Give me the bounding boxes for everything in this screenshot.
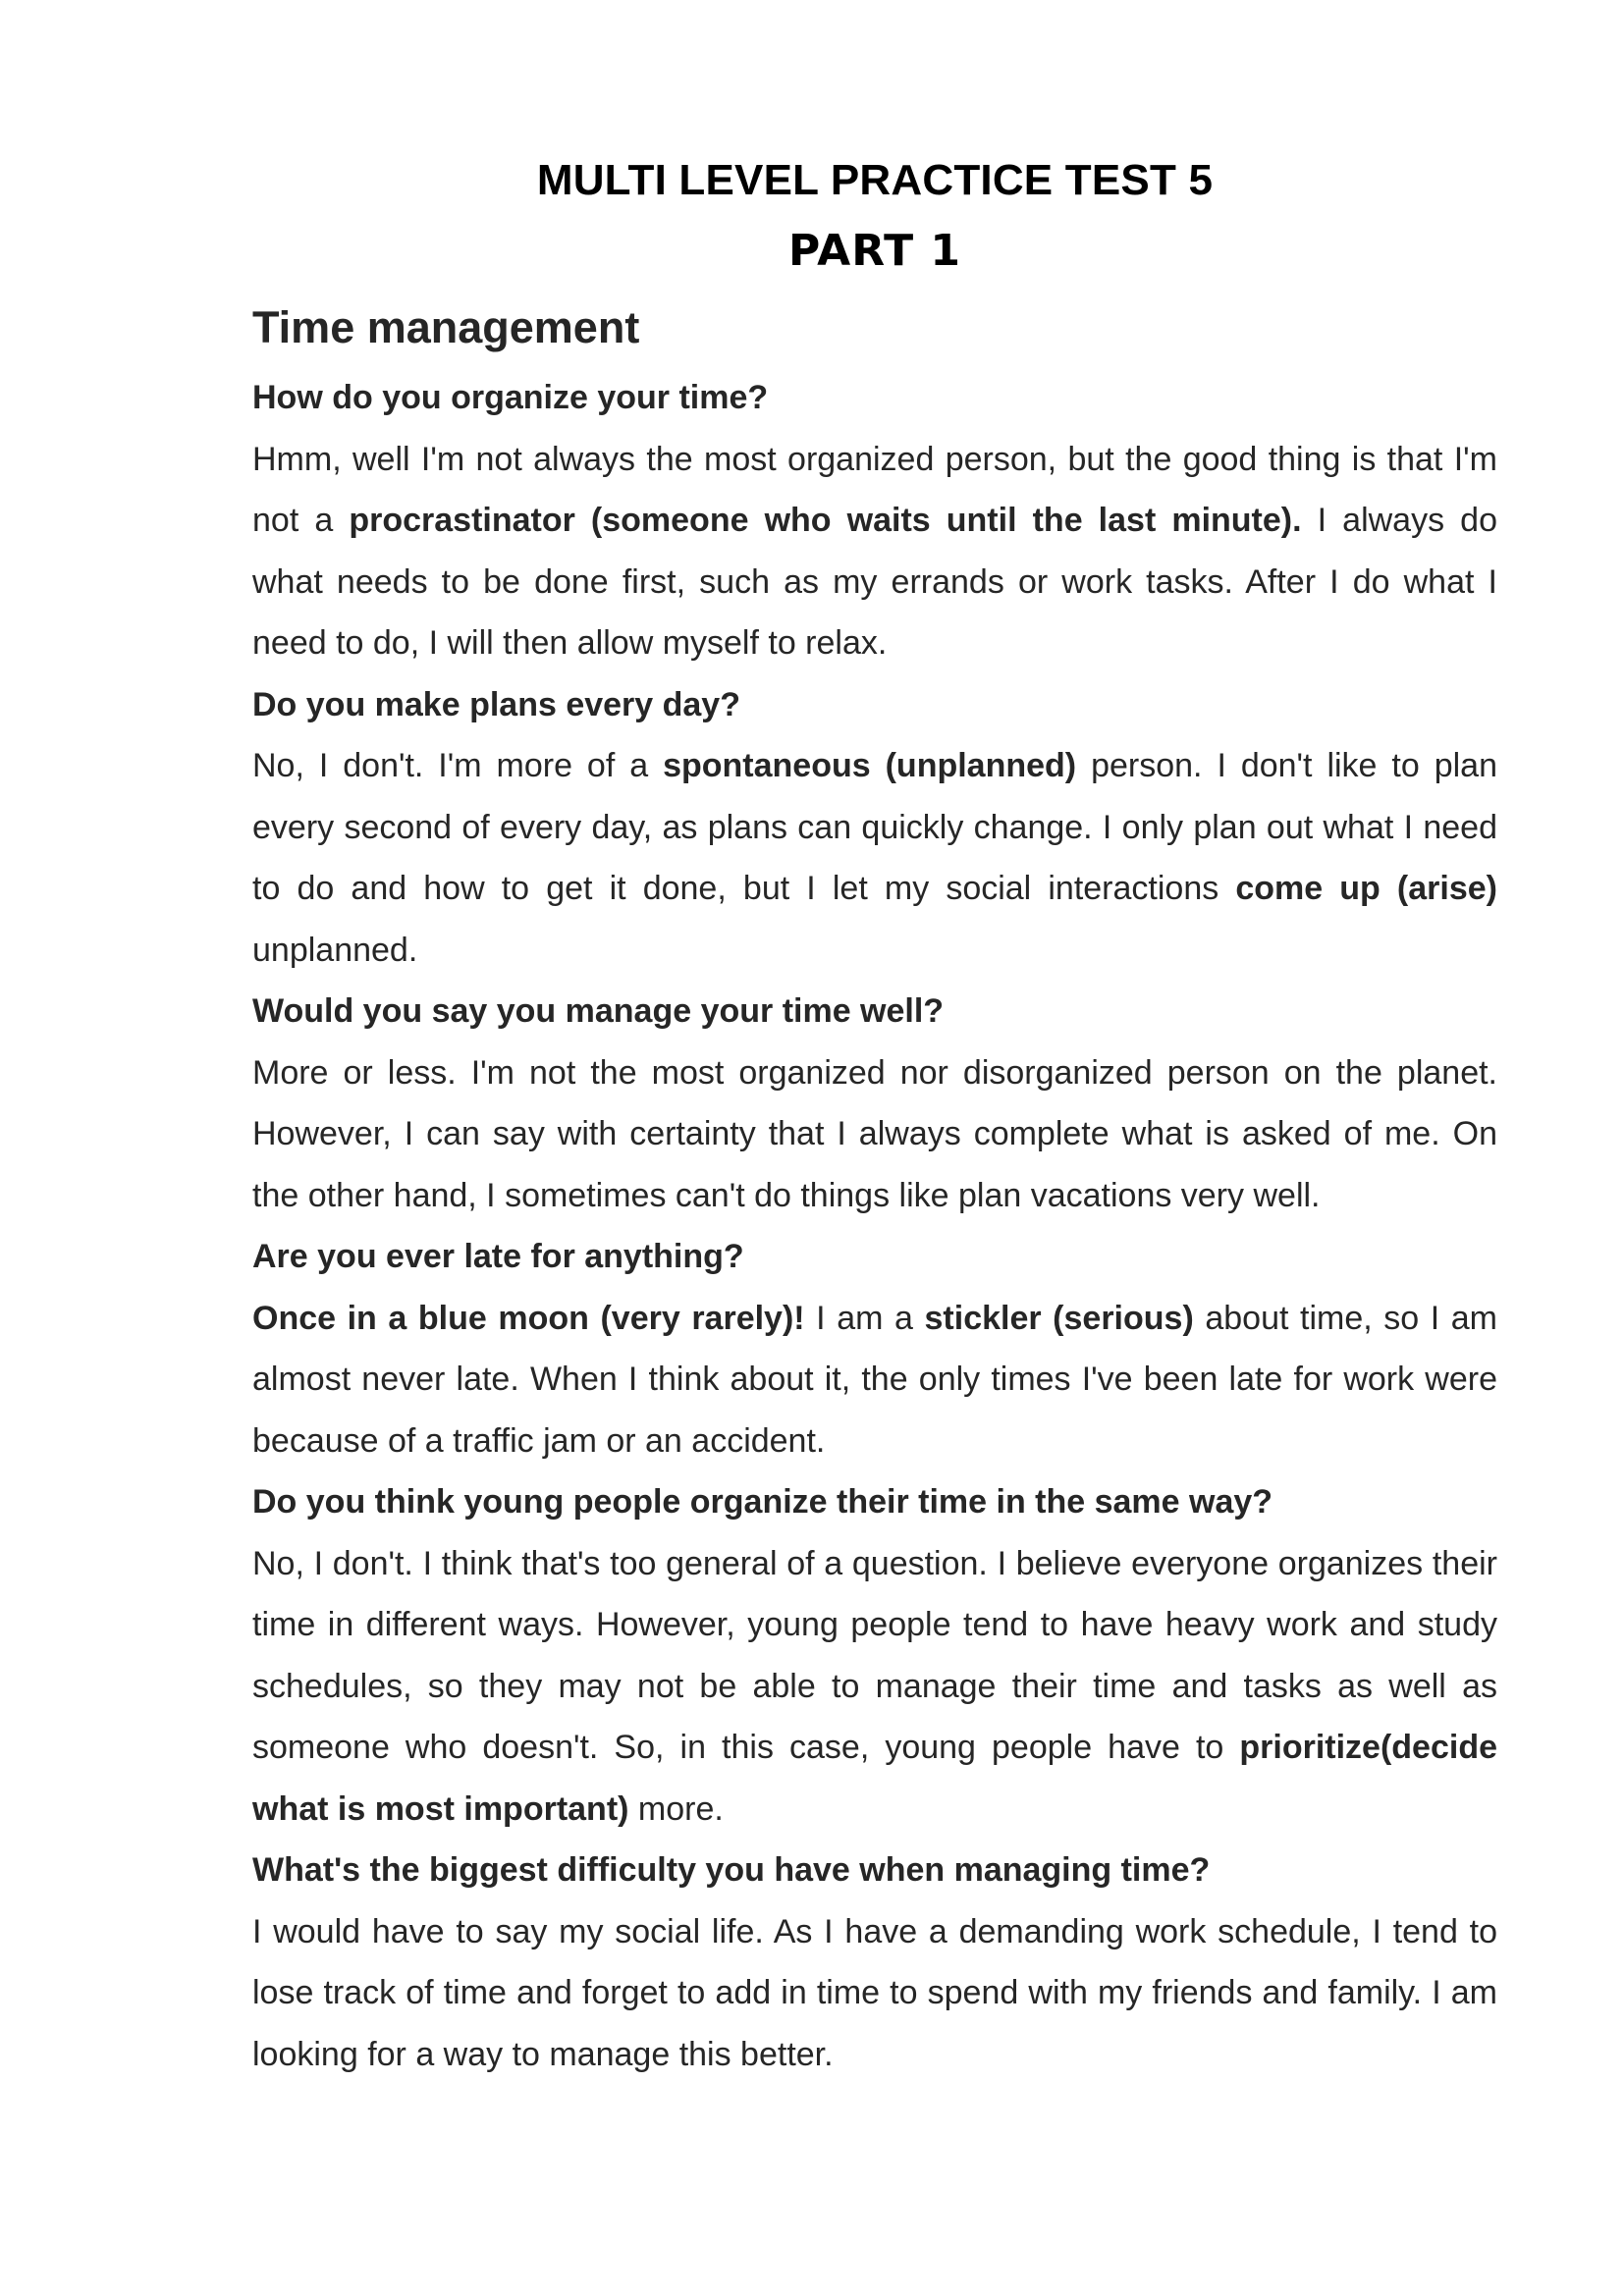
answer-text: [252, 735, 1497, 981]
question-text: How do you organize your time?: [252, 379, 769, 416]
question-text: Do you make plans every day?: [252, 685, 740, 723]
answer-vocabulary-term: procrastinator (someone who waits until the last minute).: [349, 502, 1302, 539]
question-text: Are you ever late for anything?: [252, 1238, 744, 1275]
answer-text: [252, 1533, 1497, 1841]
answer-vocabulary-term: Once in a blue moon (very rarely)!: [252, 1299, 805, 1337]
document-title: MULTI LEVEL PRACTICE TEST 5: [536, 156, 1214, 204]
answer-vocabulary-term: stickler (serious): [924, 1299, 1194, 1337]
answer-vocabulary-term: prioritize(decide what is most important): [252, 1729, 1497, 1828]
qa-item: [252, 367, 1497, 674]
answer-segment: More or less. I'm not the most organized nor disorganized person on the planet. However, I can say with certainty that I always complete what is asked of me. On the other hand, I sometimes can't do things like plan vacations very well.: [252, 1053, 1497, 1214]
qa-item: [252, 1840, 1497, 2085]
question-text: Do you think young people organize their time in the same way?: [252, 1483, 1273, 1521]
qa-item: [252, 1226, 1497, 1471]
qa-item: [252, 674, 1497, 982]
answer-text: [252, 429, 1497, 674]
answer-segment: I always do what needs to be done first, such as my errands or work tasks. After I do what I need to do, I will then allow myself to relax.: [252, 502, 1497, 662]
document-page: [252, 147, 1497, 2085]
answer-segment: No, I don't. I'm more of a: [252, 747, 664, 784]
answer-segment: unplanned.: [252, 931, 418, 969]
answer-text: [252, 1288, 1497, 1472]
question-text: What's the biggest difficulty you have when managing time?: [252, 1851, 1211, 1889]
answer-segment: more.: [628, 1789, 724, 1828]
topic-heading: Time management: [252, 302, 640, 352]
answer-vocabulary-term: come up (arise): [1235, 870, 1497, 907]
answer-vocabulary-term: spontaneous (unplanned): [663, 747, 1077, 784]
qa-item: [252, 1471, 1497, 1840]
question-text: Would you say you manage your time well?: [252, 992, 945, 1030]
answer-segment: I am a: [804, 1299, 925, 1337]
answer-segment: I would have to say my social life. As I have a demanding work schedule, I tend to lose track of time and forget to add in time to spend with my friends and family. I am looking for a way to manage this better.: [252, 1912, 1497, 2073]
answer-text: [252, 1901, 1497, 2086]
answer-segment: about time, so I am almost never late. When I think about it, the only times I've been late for work were because of a traffic jam or an accident.: [252, 1299, 1497, 1460]
answer-segment: person. I don't like to plan every second of every day, as plans can quickly change. I only plan out what I need to do and how to get it done, but I let my social interactions: [252, 747, 1497, 907]
part-title: PART 1: [787, 226, 962, 276]
answer-text: [252, 1042, 1497, 1227]
qa-item: [252, 981, 1497, 1226]
answer-segment: No, I don't. I think that's too general of a question. I believe everyone organizes their time in different ways. However, young people tend to have heavy work and study schedules, so they may not be able to manage their time and tasks as well as someone who doesn't. So, in this case, young people have to: [252, 1544, 1497, 1766]
answer-segment: Hmm, well I'm not always the most organized person, but the good thing is that I'm not a: [252, 440, 1497, 539]
